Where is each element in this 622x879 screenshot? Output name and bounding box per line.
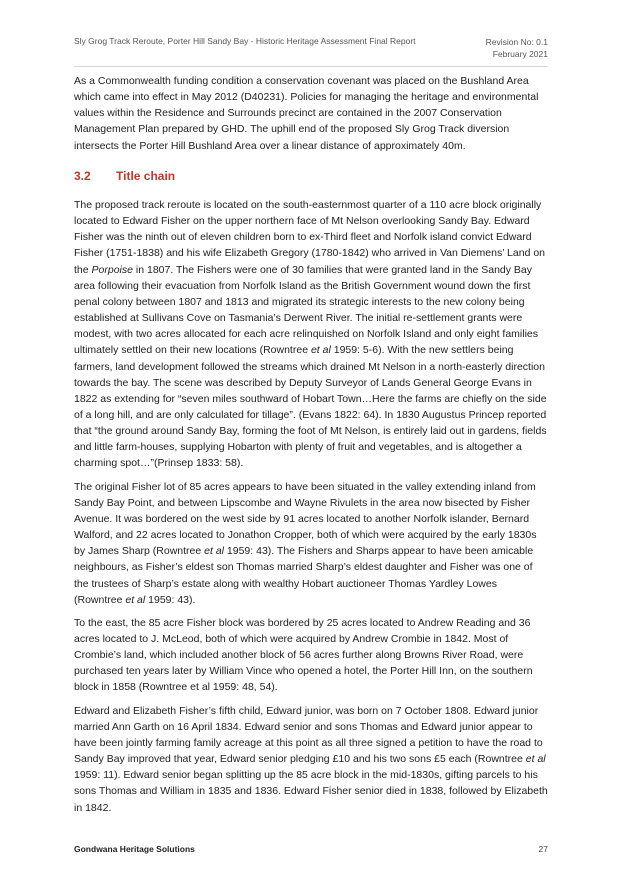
report-title: Sly Grog Track Reroute, Porter Hill Sandy Bay - Historic Heritage Assessment Final Report xyxy=(74,36,416,46)
revision-number: Revision No: 0.1 xyxy=(485,37,548,47)
paragraph-4: Edward and Elizabeth Fisher’s fifth child, Edward junior, was born on 7 October 1808. Edward junior married Ann Garth on 16 April 1834. Edward senior and sons Thomas and Edward junior appear to have been jointly farming family acreage at this point as all three signed a petition to have the road to Sandy Bay improved that year, Edward senior pledging £10 and his two sons £5 each (Rowntree et al 1959: 11). Edward senior began splitting up the 85 acre block in the mid-1830s, gifting parcels to his sons Thomas and William in 1835 and 1836. Edward Fisher senior died in 1838, followed by Elizabeth in 1842. xyxy=(74,704,548,814)
section-title: Title chain xyxy=(116,168,176,183)
page-body xyxy=(74,73,548,823)
section-number: 3.2 xyxy=(74,168,91,183)
revision-info xyxy=(486,36,548,60)
revision-date: February 2021 xyxy=(492,49,548,59)
organisation-name: Gondwana Heritage Solutions xyxy=(74,844,195,854)
page-header xyxy=(74,36,548,64)
ship-name: Porpoise xyxy=(91,263,133,276)
paragraph-1: The proposed track reroute is located on the south-easternmost quarter of a 110 acre block originally located to Edward Fisher on the upper northern face of Mt Nelson overlooking Sandy Bay. Edward Fisher was the ninth out of eleven children born to ex-Third fleet and Norfolk island convict Edward Fisher (1751-1838) and his wife Elizabeth Gregory (1780-1842) who arrived in Van Diemens’ Land on the Porpoise in 1807. The Fishers were one of 30 families that were granted land in the Sandy Bay area following their evacuation from Norfolk Island as the British Government wound down the first penal colony between 1807 and 1813 and migrated its strategic interests to the new colony being established at Sullivans Cove on Tasmania’s Derwent River. The initial re-settlement grants were modest, with two acres allocated for each acre relinquished on Norfolk Island and only eight families ultimately settled on their new locations (Rowntree et al 1959: 5-6). With the new settlers being farmers, land development followed the streams which drained Mt Nelson in a north-easterly direction towards the bay. The scene was described by Deputy Surveyor of Lands General George Evans in 1822 as extending for “seven miles southward of Hobart Town…Here the farms are chiefly on the side of a long hill, and are only calculated for tillage”. (Evans 1822: 64). In 1830 Augustus Princep reported that “the ground around Sandy Bay, forming the foot of Mt Nelson, is entirely laid out in gardens, fields and little farm-houses, supplying Hobarton with plenty of fruit and vegetables, and is altogether a charming spot…”(Prinsep 1833: 58). xyxy=(74,198,547,470)
header-divider xyxy=(74,66,548,67)
paragraph-2: The original Fisher lot of 85 acres appears to have been situated in the valley extending inland from Sandy Bay Point, and between Lipscombe and Wayne Rivulets in the area now bisected by Fisher Avenue. It was bordered on the west side by 91 acres located to another Norfolk islander, Bernard Walford, and 22 acres located to Jonathon Cropper, both of which were acquired by the early 1830s by James Sharp (Rowntree et al 1959: 43). The Fishers and Sharps appear to have been amicable neighbours, as Fisher’s eldest son Thomas married Sharp’s eldest daughter and Fisher was one of the trustees of Sharp’s estate along with wealthy Hobart auctioneer Thomas Yardley Lowes (Rowntree et al 1959: 43). xyxy=(74,480,537,606)
section-heading xyxy=(74,168,548,184)
page-number: 27 xyxy=(538,844,548,854)
intro-paragraph: As a Commonwealth funding condition a conservation covenant was placed on the Bushland Area which came into effect in May 2012 (D40231). Policies for managing the heritage and environmental values within the Residence and Surrounds precinct are contained in the 2007 Conservation Management Plan prepared by GHD. The uphill end of the proposed Sly Grog Track diversion intersects the Porter Hill Bushland Area over a linear distance of approximately 40m. xyxy=(74,75,539,152)
paragraph-3: To the east, the 85 acre Fisher block was bordered by 25 acres located to Andrew Reading and 36 acres located to J. McLeod, both of which were acquired by Andrew Crombie in 1842. Most of Crombie’s land, which included another block of 56 acres further along Browns River Road, were purchased ten years later by William Vince who opened a hotel, the Porter Hill Inn, on the southern block in 1858 (Rowntree et al 1959: 48, 54). xyxy=(74,616,533,694)
